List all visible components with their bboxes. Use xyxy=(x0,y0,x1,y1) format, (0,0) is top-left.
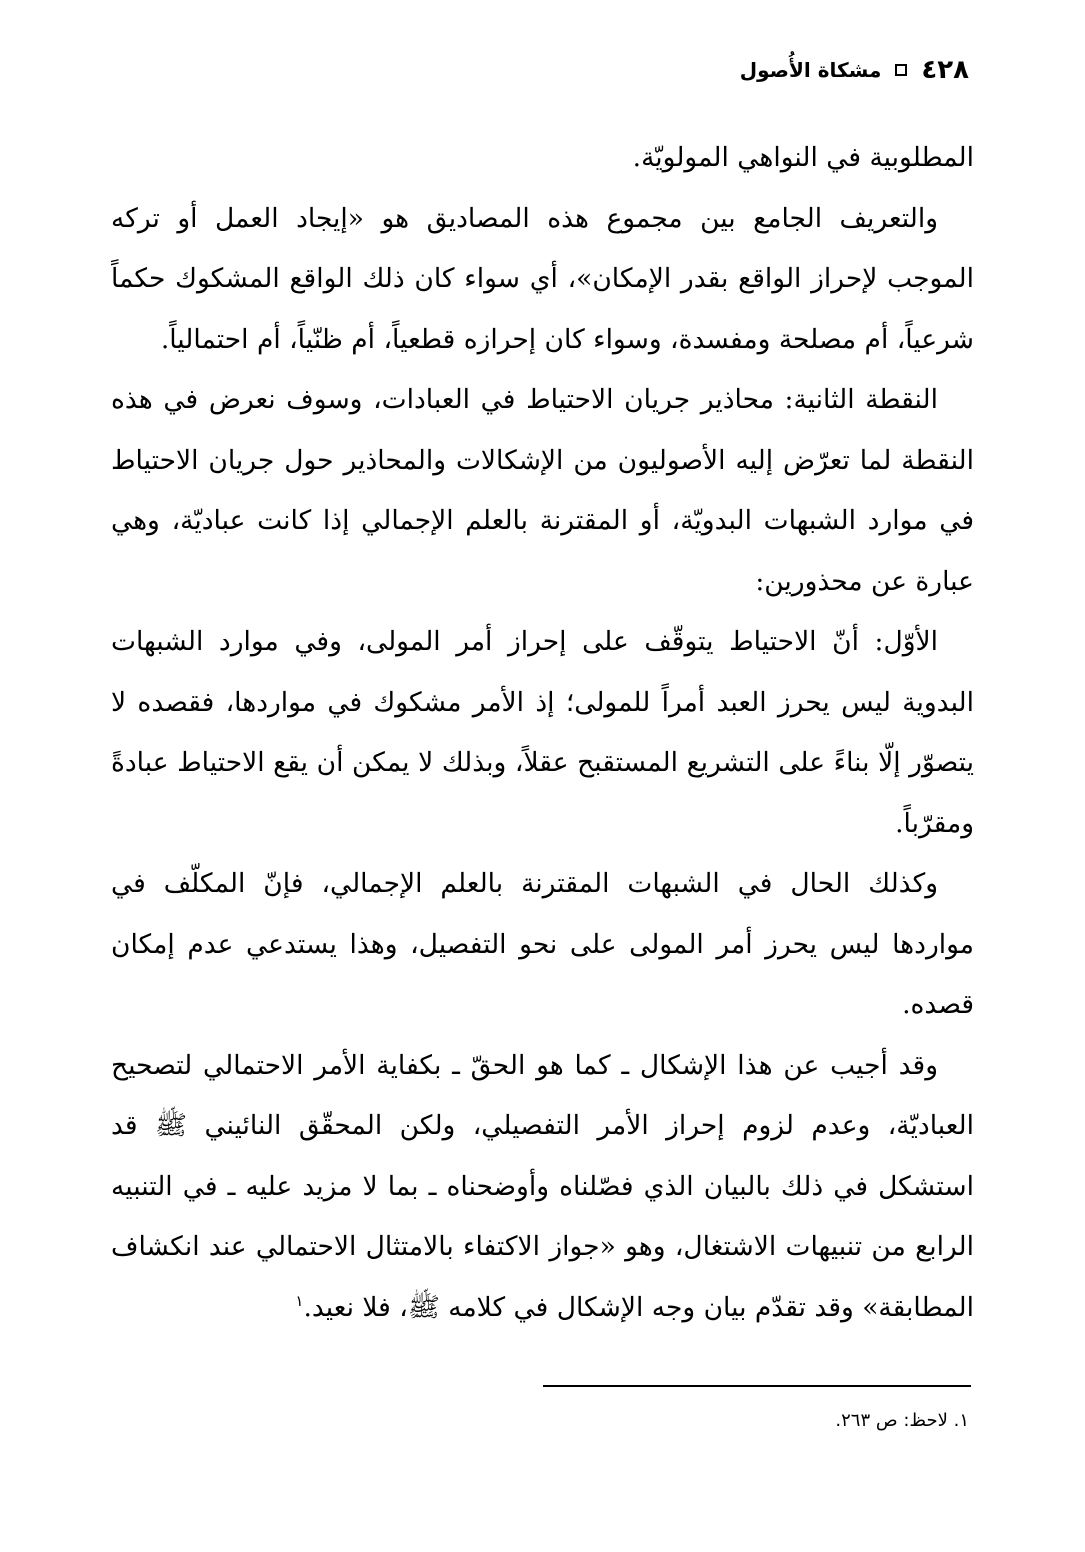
page-header xyxy=(740,55,969,85)
page-number: ٤٢٨ xyxy=(921,55,969,85)
paragraph-first-objection: الأوّل: أنّ الاحتياط يتوقّف على إحراز أمر المولى، وفي موارد الشبهات البدوية ليس يحرز العبد أمراً للمولى؛ إذ الأمر مشكوك في مواردها، فقصده لا يتصوّر إلّا بناءً على التشريع المستقبح عقلاً، وبذلك لا يمكن أن يقع الاحتياط عبادةً ومقرّباً. xyxy=(111,626,974,839)
square-separator-icon xyxy=(895,64,907,76)
book-title: مشكاة الأُصول xyxy=(739,58,882,82)
main-text xyxy=(111,128,974,1338)
paragraph-second-point: النقطة الثانية: محاذير جريان الاحتياط في العبادات، وسوف نعرض في هذه النقطة لما تعرّض إليه الأصوليون من الإشكالات والمحاذير حول جريان الاحتياط في موارد الشبهات البدويّة، أو المقترنة بالعلم الإجمالي إذا كانت عباديّة، وهي عبارة عن محذورين: xyxy=(111,384,974,597)
footnote-divider xyxy=(543,1385,971,1387)
paragraph-definition: والتعريف الجامع بين مجموع هذه المصاديق هو «إيجاد العمل أو تركه الموجب لإحراز الواقع بقدر الإمكان»، أي سواء كان ذلك الواقع المشكوك حكماً شرعياً، أم مصلحة ومفسدة، وسواء كان إحرازه قطعياً، أم ظنّياً، أم احتمالياً. xyxy=(111,202,974,355)
paragraph-answer xyxy=(111,1036,974,1339)
footnote: ١. لاحظ: ص ٢٦٣. xyxy=(835,1410,969,1431)
footnote-marker: ١ xyxy=(295,1291,304,1310)
paragraph-continuation: المطلوبية في النواهي المولويّة. xyxy=(632,142,974,173)
paragraph-known-in-general: وكذلك الحال في الشبهات المقترنة بالعلم الإجمالي، فإنّ المكلّف في مواردها ليس يحرز أمر المولى على نحو التفصيل، وهذا يستدعي عدم إمكان قصده. xyxy=(111,868,974,1020)
paragraph-answer-text: وقد أجيب عن هذا الإشكال ـ كما هو الحقّ ـ بكفاية الأمر الاحتمالي لتصحيح العباديّة، وعدم لزوم إحراز الأمر التفصيلي، ولكن المحقّق النائيني ﷺ قد استشكل في ذلك بالبيان الذي فصّلناه وأوضحناه ـ بما لا مزيد عليه ـ في التنبيه الرابع من تنبيهات الاشتغال، وهو «جواز الاكتفاء بالامتثال الاحتمالي عند انكشاف المطابقة» وقد تقدّم بيان وجه الإشكال في كلامه ﷺ، فلا نعيد. xyxy=(111,1049,974,1323)
